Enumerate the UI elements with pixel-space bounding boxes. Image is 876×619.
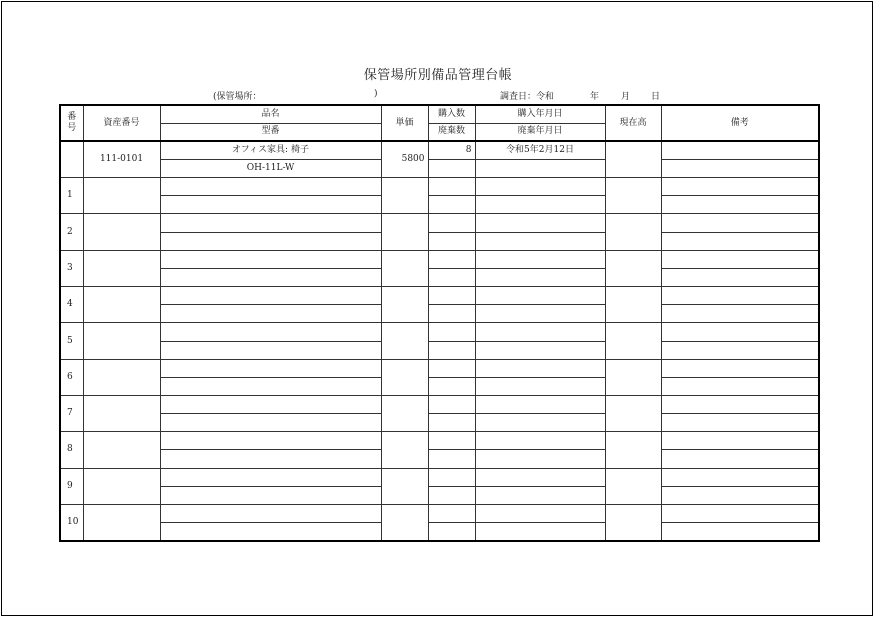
remarks-cell-bottom <box>661 268 819 286</box>
disposed-qty-cell <box>428 268 475 286</box>
ledger-row <box>60 432 819 450</box>
item-name-cell <box>160 178 381 196</box>
remarks-cell-top <box>661 178 819 196</box>
purchase-date-cell <box>475 396 605 414</box>
asset-no-cell <box>83 396 160 432</box>
purchased-qty-cell <box>428 287 475 305</box>
stock-cell <box>605 432 661 468</box>
header-no: 番号 <box>60 105 83 141</box>
ledger-row-lower <box>60 232 819 250</box>
unit-price-cell <box>381 359 428 395</box>
ledger-row-lower <box>60 486 819 504</box>
item-name-cell <box>160 323 381 341</box>
item-name-cell <box>160 214 381 232</box>
stock-cell <box>605 468 661 504</box>
disposal-date-cell <box>475 268 605 286</box>
header-item-name: 品名 <box>160 105 381 123</box>
disposed-qty-cell <box>428 341 475 359</box>
disposed-qty-cell <box>428 196 475 214</box>
remarks-cell-top <box>661 359 819 377</box>
unit-price-cell <box>381 178 428 214</box>
stock-cell <box>605 504 661 541</box>
purchased-qty-cell <box>428 396 475 414</box>
header-disposal-date: 廃棄年月日 <box>475 123 605 141</box>
header-remarks: 備考 <box>661 105 819 141</box>
survey-month-label: 月 <box>621 92 631 102</box>
item-name-cell <box>160 287 381 305</box>
model-cell <box>160 486 381 504</box>
purchased-qty-cell <box>428 504 475 522</box>
item-name-cell <box>160 250 381 268</box>
disposal-date-cell <box>475 450 605 468</box>
unit-price-cell <box>381 504 428 541</box>
asset-no-cell <box>83 432 160 468</box>
ledger-row-lower <box>60 523 819 541</box>
purchased-qty-cell <box>428 250 475 268</box>
ledger-row-lower <box>60 341 819 359</box>
asset-no-cell <box>83 287 160 323</box>
asset-no-cell <box>83 359 160 395</box>
ledger-row <box>60 287 819 305</box>
example-remarks-bottom <box>661 159 819 177</box>
header-purchase-date: 購入年月日 <box>475 105 605 123</box>
example-model: OH-11L-W <box>160 159 381 177</box>
purchase-date-cell <box>475 287 605 305</box>
row-number: 9 <box>60 468 83 504</box>
row-number: 10 <box>60 504 83 541</box>
ledger-row <box>60 323 819 341</box>
disposed-qty-cell <box>428 450 475 468</box>
remarks-cell-top <box>661 214 819 232</box>
disposed-qty-cell <box>428 232 475 250</box>
survey-day-label: 日 <box>651 92 661 102</box>
disposal-date-cell <box>475 486 605 504</box>
disposed-qty-cell <box>428 305 475 323</box>
item-name-cell <box>160 396 381 414</box>
disposal-date-cell <box>475 341 605 359</box>
unit-price-cell <box>381 323 428 359</box>
disposed-qty-cell <box>428 377 475 395</box>
item-name-cell <box>160 359 381 377</box>
purchase-date-cell <box>475 468 605 486</box>
example-disposal-date <box>475 159 605 177</box>
example-purchase-date: 令和5年2月12日 <box>475 141 605 159</box>
stock-cell <box>605 359 661 395</box>
model-cell <box>160 414 381 432</box>
purchased-qty-cell <box>428 323 475 341</box>
row-number: 1 <box>60 178 83 214</box>
example-no <box>60 141 83 177</box>
asset-no-cell <box>83 250 160 286</box>
survey-year-label: 年 <box>590 92 600 102</box>
example-asset-no: 111-0101 <box>83 141 160 177</box>
model-cell <box>160 450 381 468</box>
ledger-row <box>60 504 819 522</box>
purchased-qty-cell <box>428 214 475 232</box>
ledger-row <box>60 214 819 232</box>
purchased-qty-cell <box>428 432 475 450</box>
stock-cell <box>605 250 661 286</box>
stock-cell <box>605 178 661 214</box>
disposal-date-cell <box>475 305 605 323</box>
unit-price-cell <box>381 432 428 468</box>
example-row-bottom <box>60 159 819 177</box>
remarks-cell-bottom <box>661 341 819 359</box>
remarks-cell-top <box>661 504 819 522</box>
header-stock: 現在高 <box>605 105 661 141</box>
purchased-qty-cell <box>428 468 475 486</box>
remarks-cell-bottom <box>661 377 819 395</box>
header-asset-no: 資産番号 <box>83 105 160 141</box>
disposal-date-cell <box>475 196 605 214</box>
item-name-cell <box>160 432 381 450</box>
disposal-date-cell <box>475 414 605 432</box>
ledger-row-lower <box>60 414 819 432</box>
ledger-row-lower <box>60 305 819 323</box>
disposal-date-cell <box>475 377 605 395</box>
ledger-row-lower <box>60 377 819 395</box>
survey-date-label: 調査日：令和 <box>500 92 555 102</box>
ledger-row <box>60 250 819 268</box>
purchase-date-cell <box>475 432 605 450</box>
model-cell <box>160 232 381 250</box>
remarks-cell-bottom <box>661 196 819 214</box>
remarks-cell-bottom <box>661 305 819 323</box>
disposed-qty-cell <box>428 523 475 541</box>
row-number: 6 <box>60 359 83 395</box>
purchase-date-cell <box>475 359 605 377</box>
model-cell <box>160 377 381 395</box>
remarks-cell-top <box>661 432 819 450</box>
item-name-cell <box>160 504 381 522</box>
example-disposed-qty <box>428 159 475 177</box>
unit-price-cell <box>381 468 428 504</box>
row-number: 3 <box>60 250 83 286</box>
example-item-name: オフィス家具: 椅子 <box>160 141 381 159</box>
ledger-row <box>60 468 819 486</box>
header-disposed-qty: 廃棄数 <box>428 123 475 141</box>
ledger-row <box>60 178 819 196</box>
row-number: 4 <box>60 287 83 323</box>
remarks-cell-top <box>661 323 819 341</box>
model-cell <box>160 268 381 286</box>
header-unit-price: 単価 <box>381 105 428 141</box>
location-label: (保管場所： <box>213 92 262 102</box>
remarks-cell-bottom <box>661 414 819 432</box>
page-title: 保管場所別備品管理台帳 <box>363 68 513 83</box>
header-purchased-qty: 購入数 <box>428 105 475 123</box>
stock-cell <box>605 323 661 359</box>
example-purchased-qty: 8 <box>428 141 475 159</box>
purchase-date-cell <box>475 504 605 522</box>
stock-cell <box>605 214 661 250</box>
purchased-qty-cell <box>428 178 475 196</box>
remarks-cell-top <box>661 396 819 414</box>
asset-no-cell <box>83 178 160 214</box>
purchase-date-cell <box>475 323 605 341</box>
purchase-date-cell <box>475 250 605 268</box>
example-unit-price: 5800 <box>381 141 428 177</box>
ledger-row <box>60 359 819 377</box>
ledger-row-lower <box>60 196 819 214</box>
ledger-table <box>59 104 820 542</box>
header-model: 型番 <box>160 123 381 141</box>
stock-cell <box>605 396 661 432</box>
stock-cell <box>605 287 661 323</box>
remarks-cell-top <box>661 287 819 305</box>
row-number: 8 <box>60 432 83 468</box>
row-number: 2 <box>60 214 83 250</box>
location-close: ) <box>374 89 378 99</box>
row-number: 5 <box>60 323 83 359</box>
disposed-qty-cell <box>428 414 475 432</box>
row-number: 7 <box>60 396 83 432</box>
purchased-qty-cell <box>428 359 475 377</box>
unit-price-cell <box>381 287 428 323</box>
remarks-cell-bottom <box>661 450 819 468</box>
unit-price-cell <box>381 396 428 432</box>
model-cell <box>160 523 381 541</box>
model-cell <box>160 341 381 359</box>
ledger-row <box>60 396 819 414</box>
ledger-row-lower <box>60 450 819 468</box>
remarks-cell-top <box>661 250 819 268</box>
purchase-date-cell <box>475 214 605 232</box>
asset-no-cell <box>83 323 160 359</box>
disposed-qty-cell <box>428 486 475 504</box>
asset-no-cell <box>83 468 160 504</box>
header-row-1 <box>60 105 819 123</box>
disposal-date-cell <box>475 523 605 541</box>
asset-no-cell <box>83 214 160 250</box>
remarks-cell-bottom <box>661 523 819 541</box>
asset-no-cell <box>83 504 160 541</box>
model-cell <box>160 305 381 323</box>
ledger-row-lower <box>60 268 819 286</box>
example-row-top <box>60 141 819 159</box>
remarks-cell-bottom <box>661 232 819 250</box>
item-name-cell <box>160 468 381 486</box>
example-stock <box>605 141 661 177</box>
purchase-date-cell <box>475 178 605 196</box>
example-remarks-top <box>661 141 819 159</box>
disposal-date-cell <box>475 232 605 250</box>
model-cell <box>160 196 381 214</box>
remarks-cell-top <box>661 468 819 486</box>
unit-price-cell <box>381 250 428 286</box>
unit-price-cell <box>381 214 428 250</box>
remarks-cell-bottom <box>661 486 819 504</box>
